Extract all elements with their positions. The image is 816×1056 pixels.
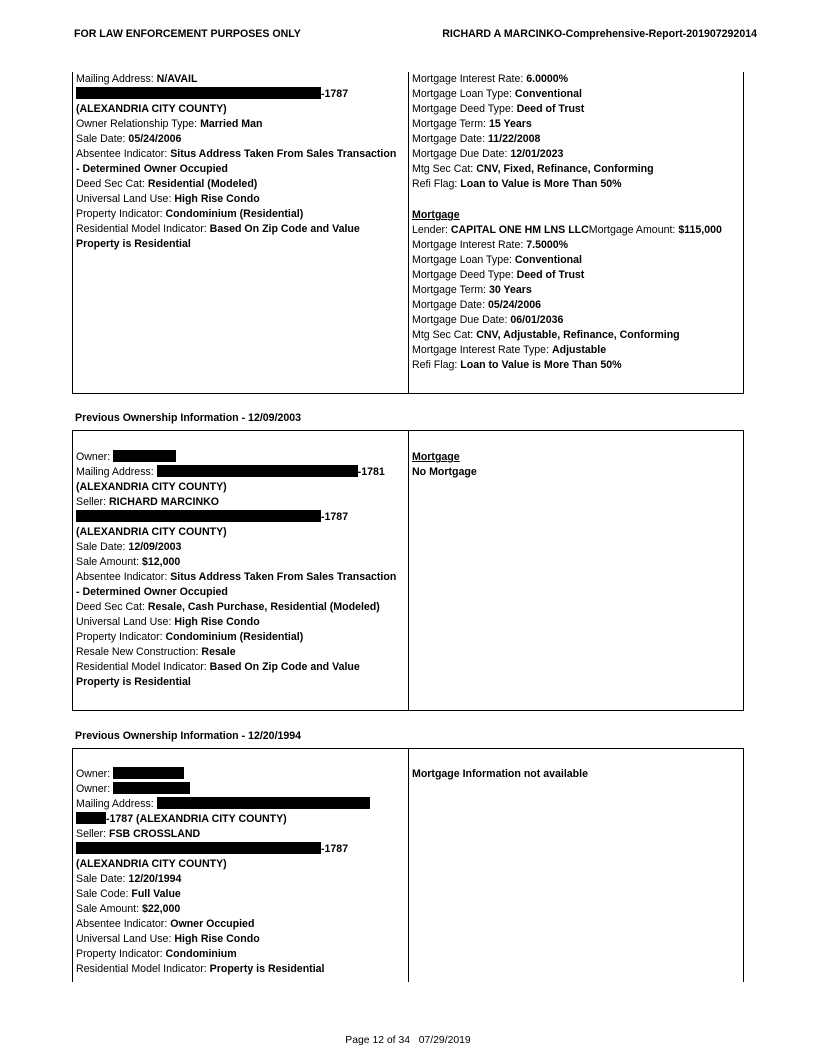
redaction-bar (157, 797, 370, 809)
absentee-indicator-line: Absentee Indicator: Situs Address Taken From Sales Transaction (76, 571, 397, 583)
redaction-bar (76, 87, 321, 99)
mtg-sec-cat-line-2: Mtg Sec Cat: CNV, Adjustable, Refinance, Conforming (412, 329, 680, 341)
property-indicator-line: Property Indicator: Condominium (76, 948, 237, 960)
section-title-2003: Previous Ownership Information - 12/09/2003 (75, 412, 302, 424)
mortgage-column (409, 749, 743, 982)
refi-flag-line-2: Refi Flag: Loan to Value is More Than 50% (412, 359, 622, 371)
owner-line: Owner: (76, 450, 176, 465)
redaction-bar (76, 842, 321, 854)
mortgage-due-date-line-2: Mortgage Due Date: 06/01/2036 (412, 314, 564, 326)
redaction-bar (113, 450, 176, 462)
mortgage-heading: Mortgage (412, 209, 460, 221)
residential-model-line-2: Property is Residential (76, 676, 191, 688)
report-date: 07/29/2019 (418, 1035, 471, 1046)
previous-ownership-1994-block (72, 748, 744, 982)
owner-relationship-line: Owner Relationship Type: Married Man (76, 118, 263, 130)
mtg-sec-cat-line: Mtg Sec Cat: CNV, Fixed, Refinance, Conforming (412, 163, 654, 175)
redacted-address-line: -1787 (76, 842, 348, 857)
mortgage-date-line: Mortgage Date: 11/22/2008 (412, 133, 541, 145)
deed-sec-cat-line: Deed Sec Cat: Resale, Cash Purchase, Residential (Modeled) (76, 601, 380, 613)
mortgage-not-available-line: Mortgage Information not available (412, 768, 588, 780)
section-title-1994: Previous Ownership Information - 12/20/1994 (75, 730, 302, 742)
mailing-address-line: Mailing Address: -1781 (76, 466, 385, 478)
property-indicator-line: Property Indicator: Condominium (Residential) (76, 631, 304, 643)
county-line-2: (ALEXANDRIA CITY COUNTY) (76, 526, 227, 538)
mortgage-heading: Mortgage (412, 451, 460, 463)
redacted-address-line: -1787 (76, 87, 348, 102)
redacted-address-line: -1787 (76, 510, 348, 525)
redaction-bar (113, 767, 184, 779)
mortgage-due-date-line: Mortgage Due Date: 12/01/2023 (412, 148, 564, 160)
sale-amount-line: Sale Amount: $22,000 (76, 903, 181, 915)
lender-line: Lender: CAPITAL ONE HM LNS LLCMortgage Amount: $115,000 (412, 224, 722, 236)
redaction-bar (76, 812, 106, 824)
rate-type-line: Mortgage Interest Rate Type: Adjustable (412, 344, 607, 356)
ownership-details-column (73, 72, 409, 393)
absentee-indicator-line: Absentee Indicator: Owner Occupied (76, 918, 255, 930)
ownership-details-column (73, 749, 409, 982)
report-header-left: FOR LAW ENFORCEMENT PURPOSES ONLY (74, 28, 301, 40)
redaction-bar (157, 465, 358, 477)
sale-code-line: Sale Code: Full Value (76, 888, 181, 900)
current-ownership-block (72, 72, 744, 394)
mortgage-column (409, 72, 743, 393)
absentee-indicator-line-2: - Determined Owner Occupied (76, 586, 228, 598)
deed-sec-cat-line: Deed Sec Cat: Residential (Modeled) (76, 178, 258, 190)
redaction-bar (76, 510, 321, 522)
mortgage-deed-type-line-2: Mortgage Deed Type: Deed of Trust (412, 269, 585, 281)
mailing-address-line-2: -1787 (ALEXANDRIA CITY COUNTY) (76, 812, 287, 827)
land-use-line: Universal Land Use: High Rise Condo (76, 616, 260, 628)
sale-date-line: Sale Date: 05/24/2006 (76, 133, 182, 145)
residential-model-line-2: Property is Residential (76, 238, 191, 250)
seller-line: Seller: FSB CROSSLAND (76, 828, 201, 840)
previous-ownership-2003-block (72, 430, 744, 711)
residential-model-line: Residential Model Indicator: Property is Residential (76, 963, 325, 975)
mortgage-rate-line: Mortgage Interest Rate: 6.0000% (412, 73, 569, 85)
sale-amount-line: Sale Amount: $12,000 (76, 556, 181, 568)
mortgage-rate-line-2: Mortgage Interest Rate: 7.5000% (412, 239, 569, 251)
absentee-indicator-line: Absentee Indicator: Situs Address Taken From Sales Transaction (76, 148, 397, 160)
land-use-line: Universal Land Use: High Rise Condo (76, 933, 260, 945)
redaction-bar (113, 782, 190, 794)
mailing-address-line: Mailing Address: N/AVAIL (76, 73, 198, 85)
county-line: (ALEXANDRIA CITY COUNTY) (76, 858, 227, 870)
refi-flag-line: Refi Flag: Loan to Value is More Than 50% (412, 178, 622, 190)
mortgage-term-line: Mortgage Term: 15 Years (412, 118, 532, 130)
page-footer (0, 1035, 816, 1046)
residential-model-line: Residential Model Indicator: Based On Zip Code and Value (76, 223, 360, 235)
ownership-details-column (73, 431, 409, 710)
mortgage-deed-type-line: Mortgage Deed Type: Deed of Trust (412, 103, 585, 115)
residential-model-line: Residential Model Indicator: Based On Zip Code and Value (76, 661, 360, 673)
land-use-line: Universal Land Use: High Rise Condo (76, 193, 260, 205)
resale-line: Resale New Construction: Resale (76, 646, 236, 658)
mailing-address-line: Mailing Address: (76, 797, 370, 812)
property-indicator-line: Property Indicator: Condominium (Residential) (76, 208, 304, 220)
owner-line-2: Owner: (76, 782, 190, 797)
page-number: Page 12 of 34 (345, 1035, 411, 1046)
sale-date-line: Sale Date: 12/20/1994 (76, 873, 182, 885)
owner-line: Owner: (76, 767, 184, 782)
absentee-indicator-line-2: - Determined Owner Occupied (76, 163, 228, 175)
no-mortgage-line: No Mortgage (412, 466, 477, 478)
county-line: (ALEXANDRIA CITY COUNTY) (76, 481, 227, 493)
mortgage-date-line-2: Mortgage Date: 05/24/2006 (412, 299, 541, 311)
mortgage-loan-type-line-2: Mortgage Loan Type: Conventional (412, 254, 582, 266)
seller-line: Seller: RICHARD MARCINKO (76, 496, 220, 508)
county-line: (ALEXANDRIA CITY COUNTY) (76, 103, 227, 115)
report-header-right: RICHARD A MARCINKO-Comprehensive-Report-201907292014 (442, 28, 757, 40)
sale-date-line: Sale Date: 12/09/2003 (76, 541, 182, 553)
mortgage-loan-type-line: Mortgage Loan Type: Conventional (412, 88, 582, 100)
mortgage-term-line-2: Mortgage Term: 30 Years (412, 284, 532, 296)
mortgage-column (409, 431, 743, 710)
